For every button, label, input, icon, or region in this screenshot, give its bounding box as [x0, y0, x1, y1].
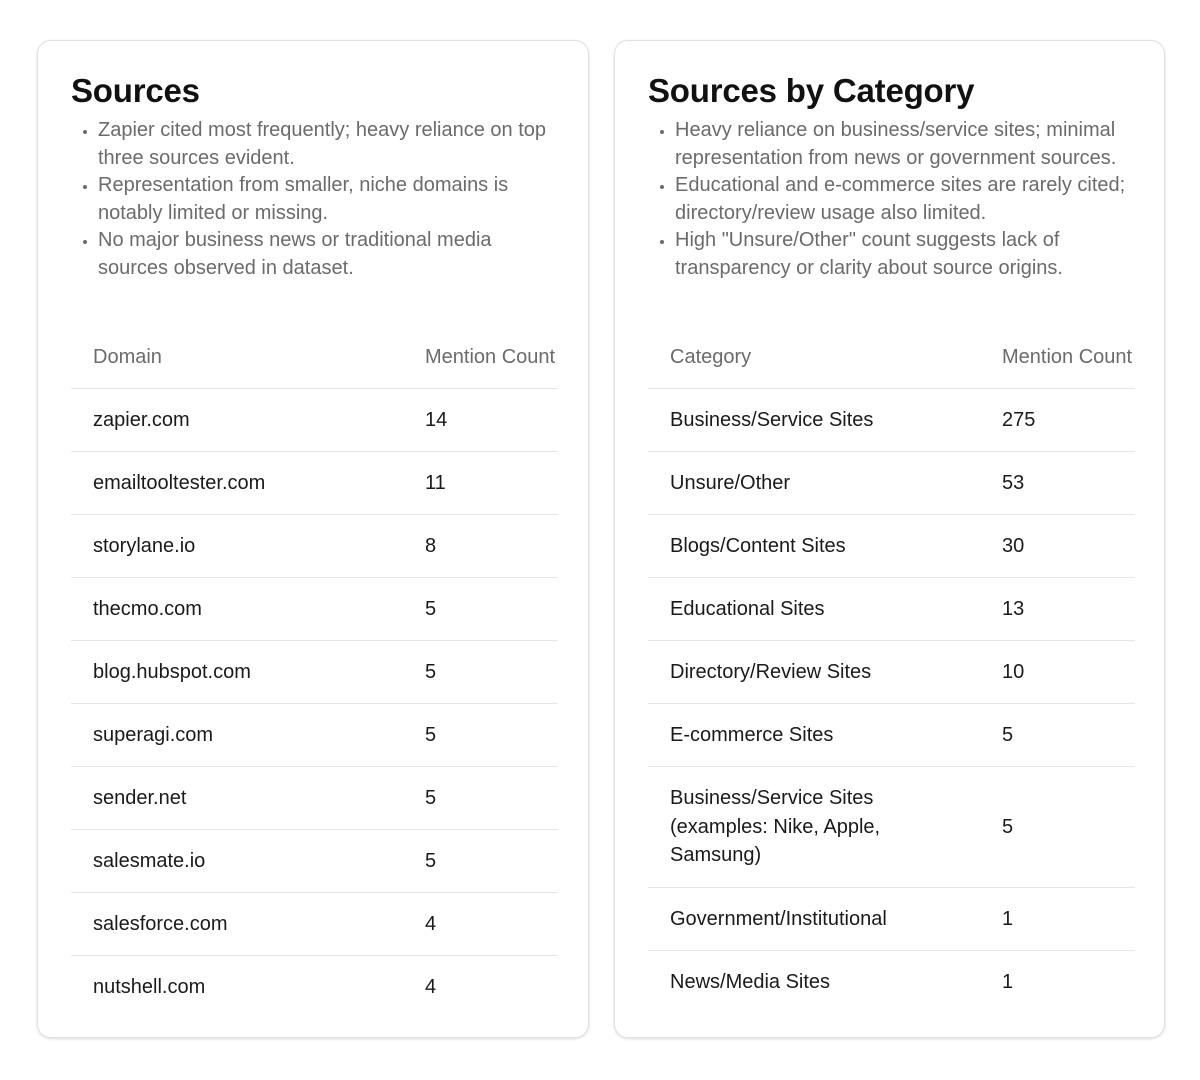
mention-count-cell: 5 [403, 767, 558, 830]
category-summary-list [648, 117, 1135, 282]
domain-cell: sender.net [71, 767, 403, 830]
mention-count-cell: 1 [1002, 970, 1014, 993]
mention-count-cell: 5 [980, 767, 1135, 888]
table-row [648, 888, 1135, 951]
category-summary-item: • Heavy reliance on business/service sites; minimal representation from news or government sources. [675, 117, 1135, 172]
domain-cell: zapier.com [71, 389, 403, 452]
category-cell: Business/Service Sites (examples: Nike, Apple, Samsung) [648, 767, 980, 888]
mention-count-cell: 5 [403, 830, 558, 893]
category-cell: Government/Institutional [648, 888, 980, 951]
sources-summary-item: • Zapier cited most frequently; heavy reliance on top three sources evident. [98, 117, 558, 172]
mention-count-cell: 1 [980, 888, 1135, 951]
domain-cell: salesforce.com [71, 893, 403, 956]
category-cell: Business/Service Sites [648, 389, 980, 452]
category-cell: Blogs/Content Sites [648, 515, 980, 578]
mention-count-cell: 275 [980, 389, 1135, 452]
sources-summary-item: • Representation from smaller, niche domains is notably limited or missing. [98, 172, 558, 227]
table-header-row [648, 326, 1135, 389]
domain-cell: nutshell.com [93, 975, 206, 998]
table-row [71, 389, 558, 452]
table-row [648, 578, 1135, 641]
mention-count-cell: 5 [403, 578, 558, 641]
category-summary-item: • High "Unsure/Other" count suggests lack of transparency or clarity about source origins. [675, 227, 1135, 282]
table-row [648, 641, 1135, 704]
domain-cell: thecmo.com [71, 578, 403, 641]
category-cell: Educational Sites [648, 578, 980, 641]
mention-count-cell: 10 [980, 641, 1135, 704]
table-row [71, 830, 558, 893]
table-row [648, 389, 1135, 452]
table-row [71, 893, 558, 956]
table-row [71, 767, 558, 830]
sources-by-category-title: Sources by Category [648, 72, 975, 109]
mention-count-cell: 14 [403, 389, 558, 452]
column-header-mention-count: Mention Count [403, 326, 558, 389]
domain-cell: blog.hubspot.com [71, 641, 403, 704]
table-row [648, 951, 1135, 1014]
sources-summary-item: • No major business news or traditional media sources observed in dataset. [98, 227, 558, 282]
mention-count-cell: 5 [980, 704, 1135, 767]
domain-cell: storylane.io [71, 515, 403, 578]
sources-title: Sources [71, 72, 200, 109]
category-summary-item: • Educational and e-commerce sites are rarely cited; directory/review usage also limited. [675, 172, 1135, 227]
table-row [648, 515, 1135, 578]
table-row [648, 704, 1135, 767]
sources-table [71, 326, 558, 1018]
table-row [71, 956, 558, 1019]
category-cell: News/Media Sites [670, 970, 831, 993]
table-row [71, 452, 558, 515]
table-row [71, 515, 558, 578]
category-cell: E-commerce Sites [648, 704, 980, 767]
mention-count-cell: 53 [980, 452, 1135, 515]
table-row [71, 704, 558, 767]
sources-card [37, 40, 589, 1038]
table-row [71, 641, 558, 704]
table-row [648, 767, 1135, 888]
column-header-mention-count: Mention Count [980, 326, 1135, 389]
column-header-category: Category [648, 326, 980, 389]
domain-cell: emailtooltester.com [71, 452, 403, 515]
category-cell: Directory/Review Sites [648, 641, 980, 704]
mention-count-cell: 13 [980, 578, 1135, 641]
table-row [648, 452, 1135, 515]
category-cell: Unsure/Other [648, 452, 980, 515]
mention-count-cell: 4 [403, 893, 558, 956]
sources-summary-list [71, 117, 558, 282]
mention-count-cell: 5 [403, 704, 558, 767]
domain-cell: salesmate.io [71, 830, 403, 893]
mention-count-cell: 8 [403, 515, 558, 578]
mention-count-cell: 4 [425, 975, 437, 998]
mention-count-cell: 11 [403, 452, 558, 515]
column-header-domain: Domain [71, 326, 403, 389]
domain-cell: superagi.com [71, 704, 403, 767]
mention-count-cell: 5 [403, 641, 558, 704]
sources-by-category-card [614, 40, 1165, 1038]
category-table [648, 326, 1135, 1013]
table-header-row [71, 326, 558, 389]
table-row [71, 578, 558, 641]
mention-count-cell: 30 [980, 515, 1135, 578]
